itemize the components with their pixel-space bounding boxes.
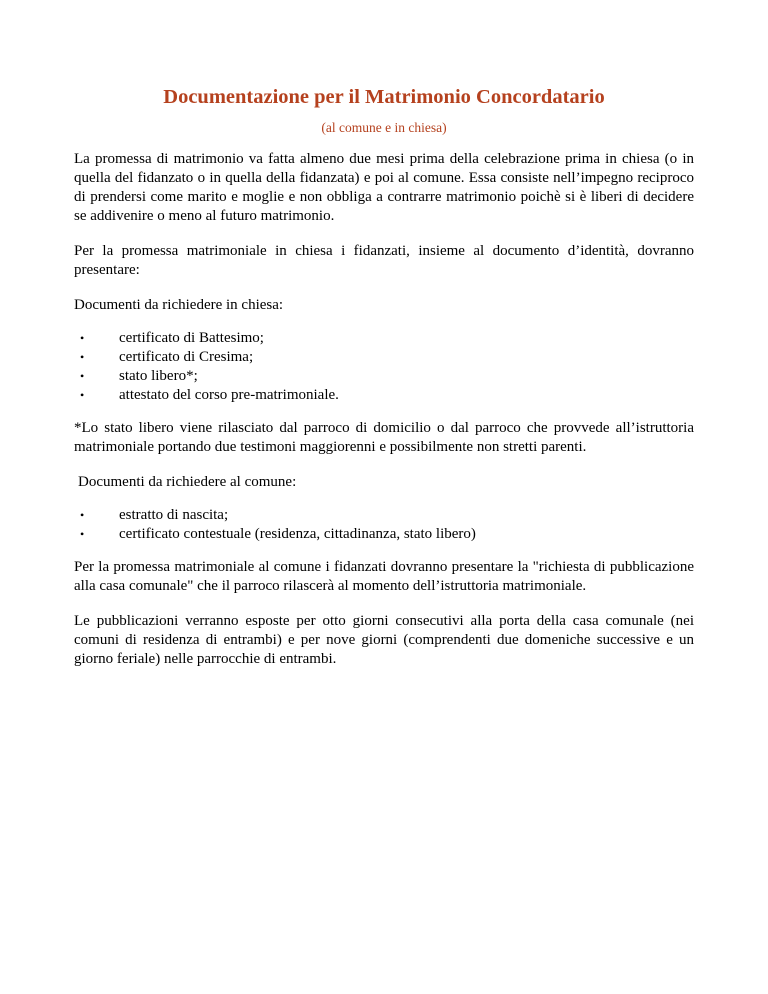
bullet-icon: • — [80, 388, 85, 402]
comune-docs-list — [74, 506, 694, 544]
church-docs-list — [74, 329, 694, 405]
list-item-text: certificato di Battesimo; — [119, 330, 264, 346]
list-item-text: stato libero*; — [119, 368, 198, 384]
list-item-text: attestato del corso pre-matrimoniale. — [119, 387, 339, 403]
publications-paragraph: Le pubblicazioni verranno esposte per otto giorni consecutivi alla porta della casa comunale (nei comuni di residenza di entrambi) e per nove giorni (comprendenti due domeniche successive e un giorno feriale) nelle parrocchie di entrambi. — [74, 613, 694, 667]
list-item — [80, 348, 694, 367]
list-item — [80, 329, 694, 348]
list-item-text: certificato di Cresima; — [119, 349, 254, 365]
comune-promise-paragraph: Per la promessa matrimoniale al comune i fidanzati dovranno presentare la "richiesta di pubblicazione alla casa comunale" che il parroco rilascerà al momento dell’istruttoria matrimoniale. — [74, 559, 694, 594]
bullet-icon: • — [80, 508, 85, 522]
stato-libero-note: *Lo stato libero viene rilasciato dal parroco di domicilio o dal parroco che provvede all’istruttoria matrimoniale portando due testimoni maggiorenni e possibilmente non stretti parenti. — [74, 420, 694, 455]
title-bold: Matrimonio Concordatario — [365, 86, 605, 108]
bullet-icon: • — [80, 331, 85, 345]
page-subtitle: (al comune e in chiesa) — [321, 120, 447, 135]
title-prefix: Documentazione per il — [163, 86, 366, 108]
document-page — [74, 84, 694, 685]
list-item-text: estratto di nascita; — [119, 507, 229, 523]
list-item — [80, 367, 694, 386]
page-title — [74, 84, 694, 110]
bullet-icon: • — [80, 350, 85, 364]
list-item — [80, 506, 694, 525]
comune-docs-heading: Documenti da richiedere al comune: — [78, 474, 297, 490]
list-item — [80, 386, 694, 405]
list-item — [80, 525, 694, 544]
bullet-icon: • — [80, 369, 85, 383]
intro-paragraph: La promessa di matrimonio va fatta almeno due mesi prima della celebrazione prima in chiesa (o in quella del fidanzato o in quella della fidanzata) e poi al comune. Essa consiste nell’impegno reciproco di prendersi come marito e moglie e non obbliga a contrarre matrimonio poichè si è liberi di decidere se addivenire o meno al futuro matrimonio. — [74, 151, 694, 224]
list-item-text: certificato contestuale (residenza, cittadinanza, stato libero) — [119, 526, 476, 542]
bullet-icon: • — [80, 527, 85, 541]
church-promise-paragraph: Per la promessa matrimoniale in chiesa i fidanzati, insieme al documento d’identità, dovranno presentare: — [74, 243, 694, 278]
church-docs-heading: Documenti da richiedere in chiesa: — [74, 297, 284, 313]
